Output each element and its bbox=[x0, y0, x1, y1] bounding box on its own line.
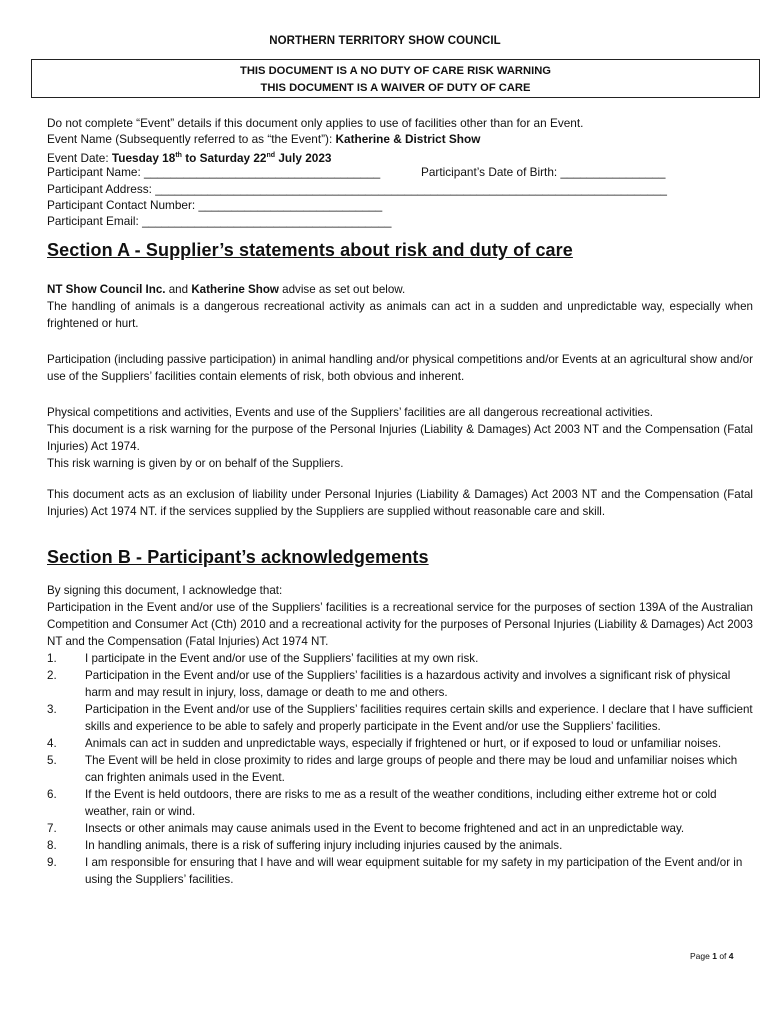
warning-line: THIS DOCUMENT IS A WAIVER OF DUTY OF CARE bbox=[260, 82, 531, 94]
participant-dob-field[interactable]: Participant’s Date of Birth: ________________ bbox=[421, 165, 666, 180]
paragraph: The handling of animals is a dangerous recreational activity as animals can act in a sudden and unpredictable way, especially when frightened or hurt. bbox=[47, 300, 753, 330]
advise-line: NT Show Council Inc. and Katherine Show advise as set out below. bbox=[47, 283, 406, 296]
participant-name-row bbox=[47, 164, 757, 180]
section-a-heading: Section A - Supplier’s statements about risk and duty of care bbox=[47, 240, 573, 260]
paragraph: Participation (including passive participation) in animal handling and/or physical competitions and/or Events at an agricultural show and/or use of the Suppliers’ facilities contain elements of risk, both obvious and inherent. bbox=[47, 353, 753, 383]
list-item: 1. I participate in the Event and/or use of the Suppliers’ facilities at my own risk. bbox=[47, 652, 479, 665]
paragraph: Physical competitions and activities, Events and use of the Suppliers’ facilities are all dangerous recreational activities. bbox=[47, 406, 653, 419]
participant-email-field[interactable]: Participant Email: ______________________________________ bbox=[47, 214, 392, 229]
section-b-heading: Section B - Participant’s acknowledgements bbox=[47, 547, 429, 567]
list-item: 5. The Event will be held in close proximity to rides and large groups of people and there may be loud and unfamiliar noises which can frighten animals used in the Event. bbox=[47, 754, 738, 784]
section-b-intro bbox=[47, 582, 753, 650]
participant-name-field[interactable]: Participant Name: ____________________________________ bbox=[47, 165, 381, 180]
page-number: Page 1 of 4 bbox=[690, 951, 734, 961]
list-item: 4. Animals can act in sudden and unpredictable ways, especially if frightened or hurt, or if exposed to loud or unfamiliar noises. bbox=[47, 737, 722, 750]
participant-contact-field[interactable]: Participant Contact Number: ____________________________ bbox=[47, 197, 383, 212]
event-name-value: Katherine & District Show bbox=[335, 132, 481, 147]
list-item: 9. I am responsible for ensuring that I have and will wear equipment suitable for my safety in my participation of the Event and/or in using the Suppliers’ facilities. bbox=[47, 856, 743, 886]
list-item: 2. Participation in the Event and/or use of the Suppliers’ facilities is a hazardous activity and involves a significant risk of physical harm and may result in injury, loss, damage or death to me and others. bbox=[47, 669, 731, 699]
event-name-label: Event Name (Subsequently referred to as “the Event”): bbox=[47, 132, 336, 147]
warning-box bbox=[31, 59, 760, 98]
section-a-risk-block bbox=[47, 404, 753, 472]
event-name-row bbox=[47, 131, 757, 147]
event-date-value: Tuesday 18th to Saturday 22nd July 2023 bbox=[111, 150, 332, 165]
list-item: 7. Insects or other animals may cause animals used in the Event to become frightened and act in an unpredictable way. bbox=[47, 822, 685, 835]
paragraph: Participation in the Event and/or use of the Suppliers’ facilities is a recreational service for the purposes of section 139A of the Australian Competition and Consumer Act (Cth) 2010 and a recreational activity for the purposes of Personal Injuries (Liability & Damages) Act 2003 NT and the Compensation (Fatal Injuries) Act 1974 NT. bbox=[47, 601, 753, 648]
list-item: 3. Participation in the Event and/or use of the Suppliers’ facilities requires certain skills and experience. I declare that I have sufficient skills and experience to be able to safely and properly participate in the Event and/or use the Suppliers’ facilities. bbox=[47, 703, 753, 733]
paragraph: This document acts as an exclusion of liability under Personal Injuries (Liability & Damages) Act 2003 NT and the Compensation (Fatal Injuries) Act 1974 NT. if the services supplied by the Suppliers are supplied without reasonable care and skill. bbox=[47, 488, 753, 518]
event-date-row bbox=[47, 148, 757, 164]
participant-address-field[interactable]: Participant Address: ______________________________________________________________________________ bbox=[47, 181, 667, 196]
paragraph: By signing this document, I acknowledge that: bbox=[47, 584, 283, 597]
acknowledgement-list bbox=[47, 650, 753, 888]
paragraph: This risk warning is given by or on behalf of the Suppliers. bbox=[47, 457, 344, 470]
section-a-body bbox=[47, 281, 753, 332]
event-fields bbox=[47, 115, 757, 230]
list-item: 6. If the Event is held outdoors, there are risks to me as a result of the weather conditions, including either extreme hot or cold weather, rain or wind. bbox=[47, 788, 717, 818]
event-date-label: Event Date: bbox=[47, 150, 112, 165]
org-title: NORTHERN TERRITORY SHOW COUNCIL bbox=[269, 35, 501, 47]
paragraph: This document is a risk warning for the purpose of the Personal Injuries (Liability & Damages) Act 2003 NT and the Compensation (Fatal Injuries) Act 1974. bbox=[47, 423, 753, 453]
intro-text: Do not complete “Event” details if this document only applies to use of facilities other than for an Event. bbox=[47, 116, 584, 130]
list-item: 8. In handling animals, there is a risk of suffering injury including injuries caused by the animals. bbox=[47, 839, 563, 852]
warning-line: THIS DOCUMENT IS A NO DUTY OF CARE RISK WARNING bbox=[240, 65, 551, 77]
